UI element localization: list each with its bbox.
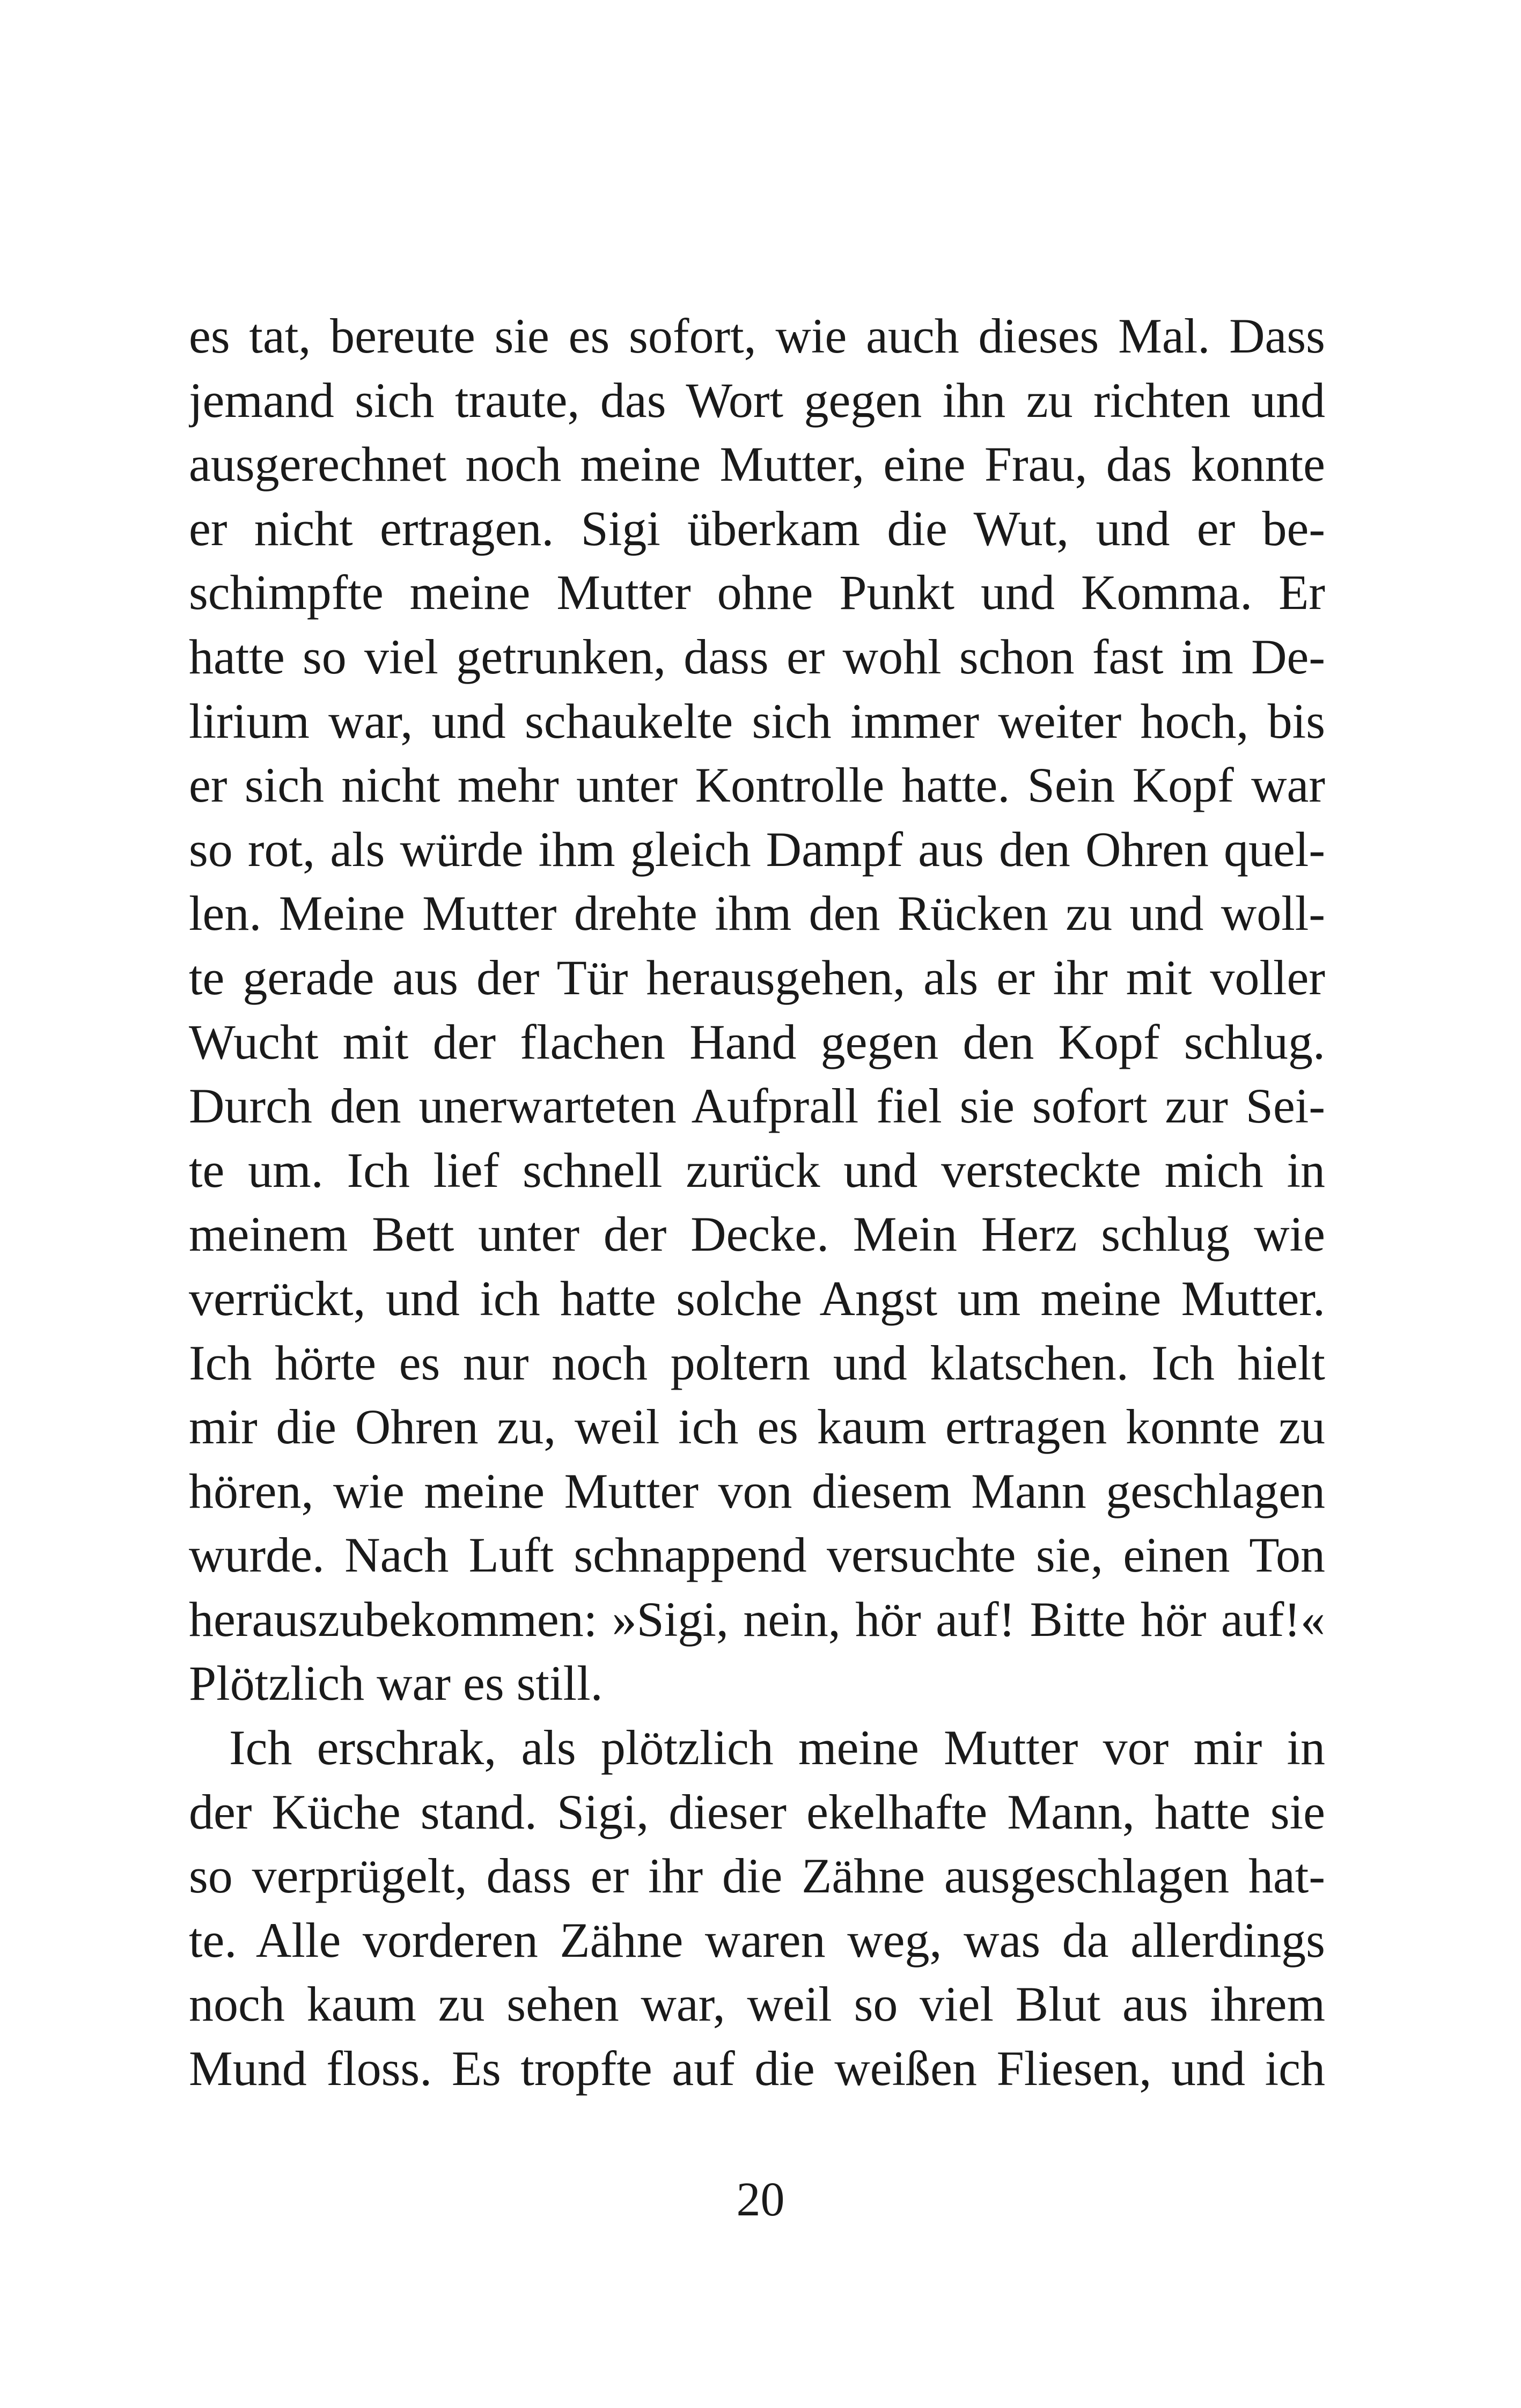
text-line: er nicht ertragen. Sigi überkam die Wut, und er be-: [189, 501, 1325, 556]
text-line: ausgerechnet noch meine Mutter, eine Frau, das konnte: [189, 437, 1325, 492]
text-line: der Küche stand. Sigi, dieser ekelhafte Mann, hatte sie: [189, 1784, 1325, 1839]
text-line: Durch den unerwarteten Aufprall fiel sie sofort zur Sei-: [189, 1078, 1325, 1134]
text-line: Wucht mit der flachen Hand gegen den Kopf schlug.: [189, 1014, 1325, 1069]
text-line: verrückt, und ich hatte solche Angst um meine Mutter.: [189, 1271, 1325, 1326]
text-line: meinem Bett unter der Decke. Mein Herz schlug wie: [189, 1207, 1325, 1262]
paragraph-1: [189, 304, 1325, 1716]
text-line: jemand sich traute, das Wort gegen ihn zu richten und: [189, 372, 1325, 428]
text-line: er sich nicht mehr unter Kontrolle hatte. Sein Kopf war: [189, 758, 1325, 813]
text-line: so verprügelt, dass er ihr die Zähne ausgeschlagen hat-: [189, 1848, 1325, 1904]
text-line: herauszubekommen: »Sigi, nein, hör auf! Bitte hör auf!«: [189, 1591, 1325, 1647]
text-line: Ich erschrak, als plötzlich meine Mutter vor mir in: [229, 1720, 1325, 1775]
text-line: te gerade aus der Tür herausgehen, als er ihr mit voller: [189, 950, 1325, 1005]
text-line: es tat, bereute sie es sofort, wie auch dieses Mal. Dass: [189, 309, 1325, 363]
text-line: te. Alle vorderen Zähne waren weg, was da allerdings: [189, 1912, 1325, 1967]
text-line: Plötzlich war es still.: [189, 1656, 603, 1711]
body-text: [189, 304, 1325, 2101]
text-line: hören, wie meine Mutter von diesem Mann geschlagen: [189, 1463, 1325, 1518]
text-line: lirium war, und schaukelte sich immer weiter hoch, bis: [189, 693, 1325, 748]
text-line: Mund floss. Es tropfte auf die weißen Fliesen, und ich: [189, 2041, 1325, 2096]
page-number: 20: [736, 2173, 785, 2226]
text-line: len. Meine Mutter drehte ihm den Rücken zu und woll-: [189, 886, 1325, 941]
text-line: so rot, als würde ihm gleich Dampf aus den Ohren quel-: [189, 821, 1325, 877]
text-line: mir die Ohren zu, weil ich es kaum ertragen konnte zu: [189, 1399, 1325, 1455]
text-line: Ich hörte es nur noch poltern und klatschen. Ich hielt: [189, 1335, 1325, 1390]
text-line: wurde. Nach Luft schnappend versuchte sie, einen Ton: [189, 1528, 1325, 1583]
text-line: hatte so viel getrunken, dass er wohl schon fast im De-: [189, 629, 1325, 684]
text-line: schimpfte meine Mutter ohne Punkt und Komma. Er: [189, 565, 1325, 620]
text-line: noch kaum zu sehen war, weil so viel Blut aus ihrem: [189, 1977, 1325, 2032]
paragraph-2: [189, 1716, 1325, 2101]
text-line: te um. Ich lief schnell zurück und versteckte mich in: [189, 1142, 1325, 1198]
